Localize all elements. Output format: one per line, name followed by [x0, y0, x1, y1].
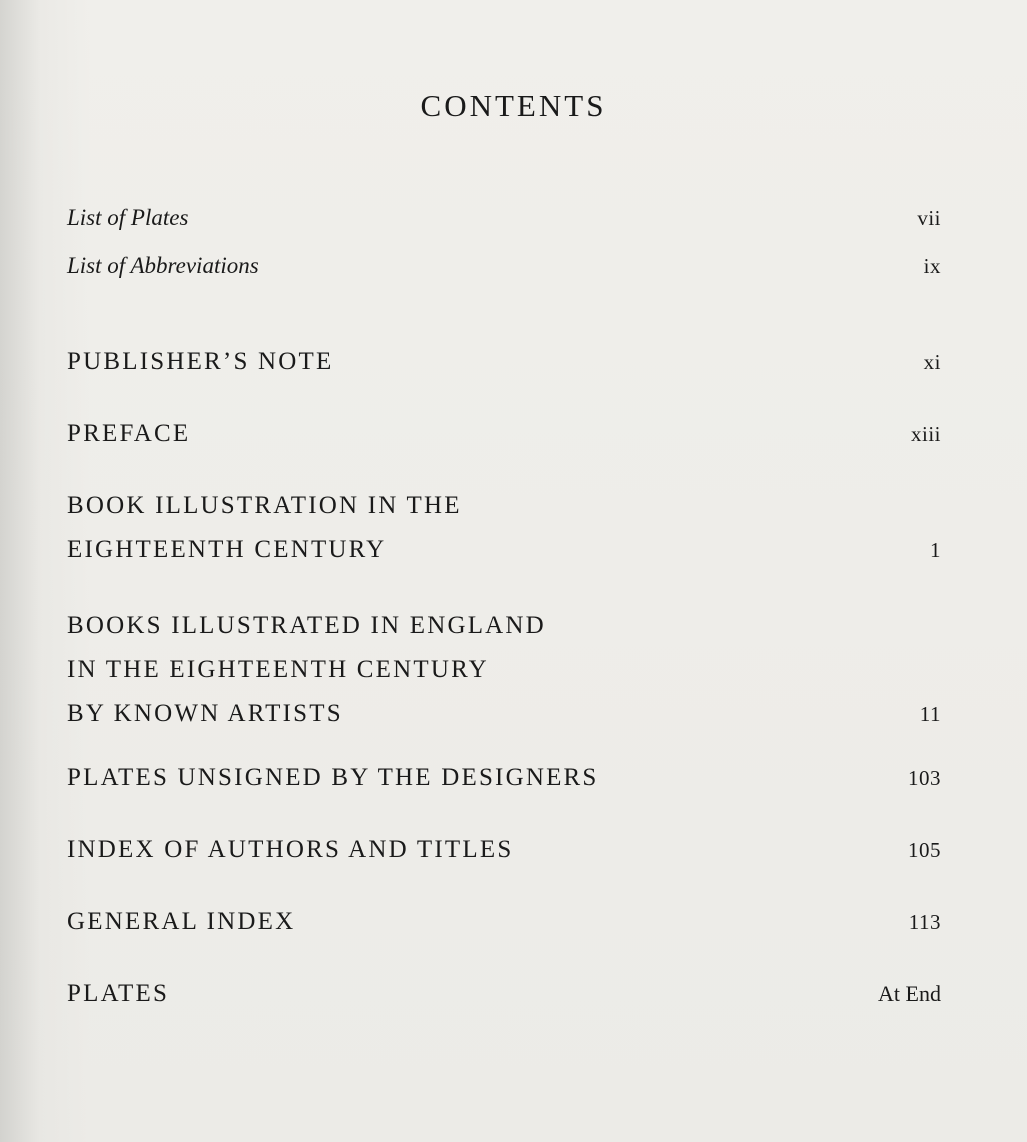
toc-entry [67, 484, 941, 572]
toc-entry-line [67, 528, 941, 572]
toc-entry-title: BOOK ILLUSTRATION IN THE [67, 492, 462, 519]
toc-entry-title: PLATES [67, 980, 170, 1007]
toc-entry-title: PREFACE [67, 420, 191, 447]
contents-heading: CONTENTS [420, 88, 607, 123]
toc-entry [67, 244, 941, 288]
toc-entry-line [67, 412, 941, 456]
toc-entry [67, 828, 941, 872]
toc-page-number: 11 [919, 702, 941, 726]
toc-entry-title: BOOKS ILLUSTRATED IN ENGLAND [67, 612, 546, 639]
toc-page-number: vii [917, 206, 941, 230]
toc-entry [67, 196, 941, 240]
toc-entry-line [67, 900, 941, 944]
toc-entry-title: IN THE EIGHTEENTH CENTURY [67, 656, 489, 683]
toc-page-number: 103 [908, 766, 941, 790]
toc-entry-title: GENERAL INDEX [67, 908, 296, 935]
toc-entry-title: BY KNOWN ARTISTS [67, 700, 343, 727]
toc-entry-line [67, 340, 941, 384]
toc-entry-line [67, 828, 941, 872]
toc-entry-line [67, 972, 941, 1016]
toc-entry [67, 900, 941, 944]
toc-entry [67, 412, 941, 456]
toc-page-number: At End [878, 981, 941, 1006]
toc-entry-line [67, 648, 941, 692]
toc-page-number: xiii [910, 422, 941, 446]
toc-entry [67, 756, 941, 800]
toc-entry-line [67, 604, 941, 648]
toc-entry-title: EIGHTEENTH CENTURY [67, 536, 387, 563]
toc-entry [67, 604, 941, 736]
toc-entry-line [67, 484, 941, 528]
toc-page-number: 1 [930, 538, 941, 562]
toc-page-number: 113 [908, 910, 941, 934]
toc-entry [67, 340, 941, 384]
toc-page-number: 105 [908, 838, 941, 862]
toc-entry-title: List of Abbreviations [67, 253, 259, 278]
toc-entry-title: INDEX OF AUTHORS AND TITLES [67, 836, 514, 863]
toc-entry-line [67, 244, 941, 288]
toc-entry-title: List of Plates [67, 205, 189, 230]
toc-entry-line [67, 692, 941, 736]
toc-entry-line [67, 756, 941, 800]
toc-entry-title: PLATES UNSIGNED BY THE DESIGNERS [67, 764, 599, 791]
toc-entry-title: PUBLISHER’S NOTE [67, 348, 334, 375]
toc-entry-line [67, 196, 941, 240]
toc-page-number: ix [923, 254, 941, 278]
toc-page-number: xi [923, 350, 941, 374]
toc-entry [67, 972, 941, 1016]
